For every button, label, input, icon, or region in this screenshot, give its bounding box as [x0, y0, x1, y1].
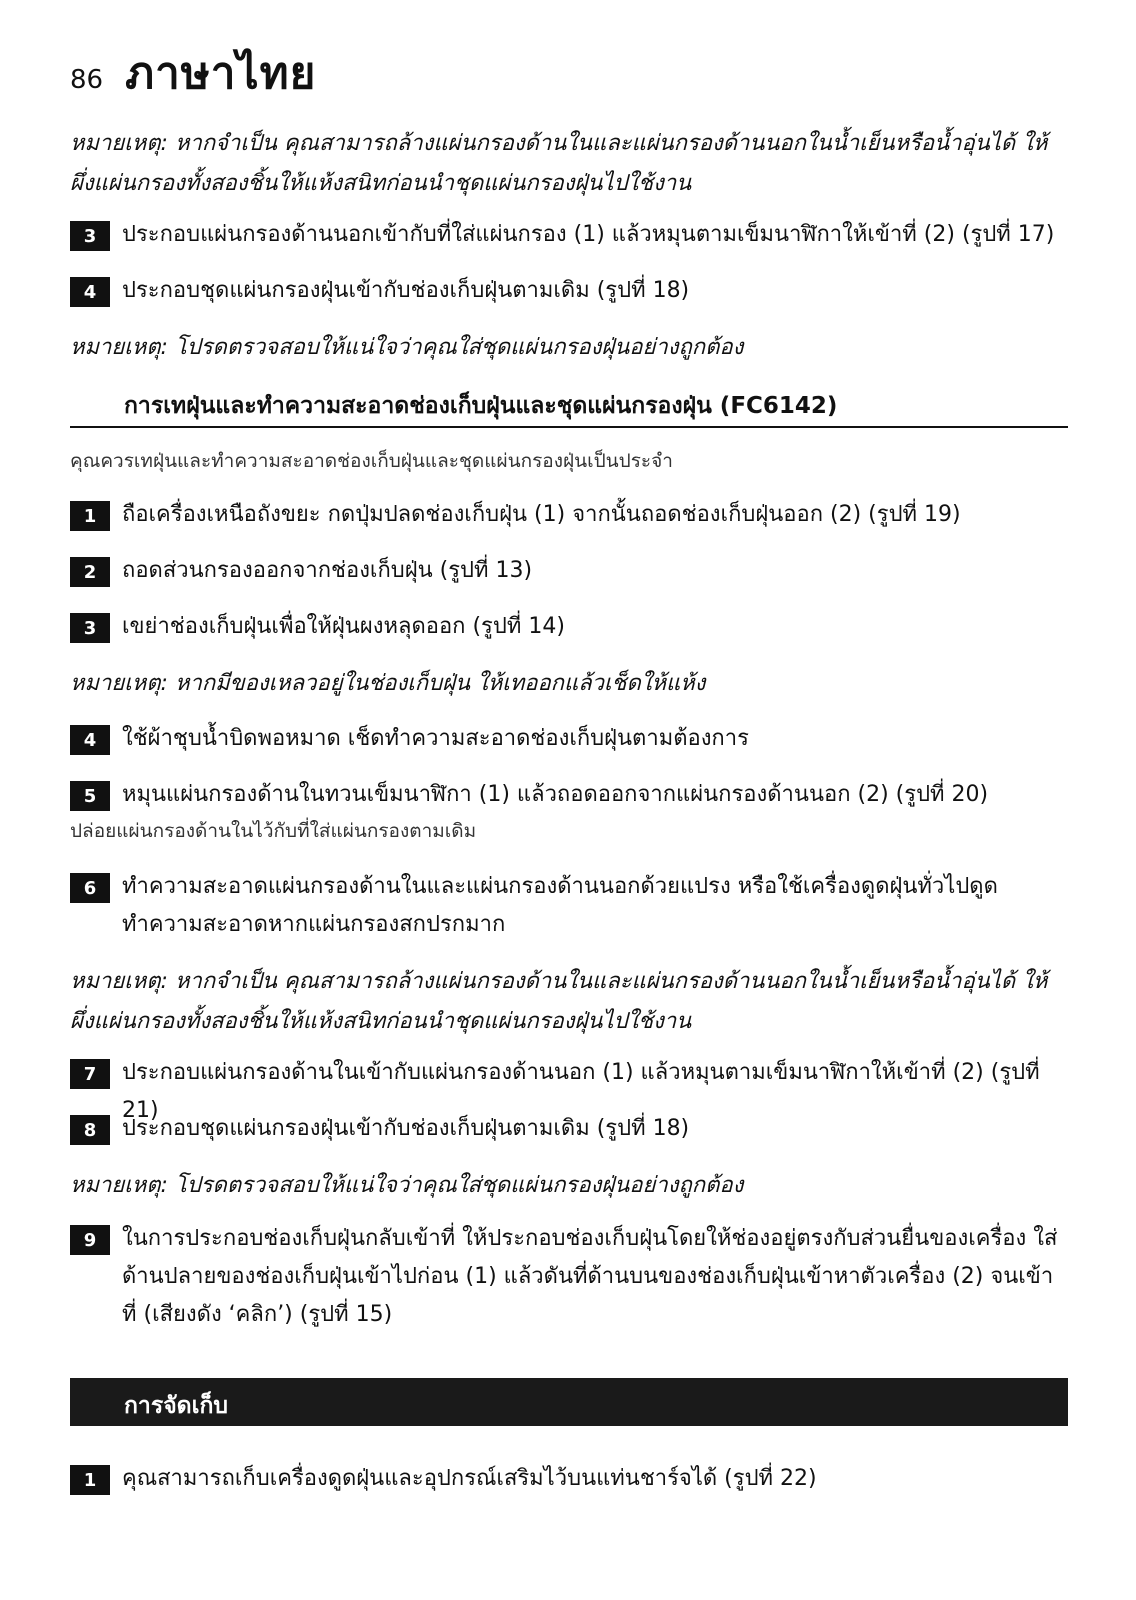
page-number: 86: [70, 65, 104, 95]
step-text: ประกอบแผ่นกรองด้านในเข้ากับแผ่นกรองด้านนอก (1) แล้วหมุนตามเข็มนาฬิกาให้เข้าที่ (2) (รูปที่ 21): [122, 1060, 1040, 1123]
step-item: [70, 1460, 1066, 1498]
step-number: 3: [70, 221, 110, 251]
page-title: ภาษาไทย: [125, 48, 317, 99]
step-number: 4: [70, 277, 110, 307]
step-item: [70, 720, 1066, 758]
step-number: 3: [70, 613, 110, 643]
step-number: 1: [70, 1465, 110, 1495]
step-text: ใช้ผ้าชุบน้ำบิดพอหมาด เช็ดทำความสะอาดช่องเก็บฝุ่นตามต้องการ: [122, 726, 749, 751]
note: หมายเหตุ: หากมีของเหลวอยู่ในช่องเก็บฝุ่น ให้เทออกแล้วเช็ดให้แห้ง: [70, 671, 706, 696]
step-number: 2: [70, 557, 110, 587]
step-item: [70, 1220, 1066, 1334]
step-number: 9: [70, 1225, 110, 1255]
page-header: [70, 38, 316, 108]
step-number: 8: [70, 1115, 110, 1145]
step-number: 1: [70, 501, 110, 531]
step-item: [70, 776, 1066, 814]
section-heading-bar: [70, 1378, 1068, 1426]
section-title: การเทฝุ่นและทำความสะอาดช่องเก็บฝุ่นและชุดแผ่นกรองฝุ่น (FC6142): [124, 393, 838, 419]
section-heading: [70, 384, 1068, 428]
section-intro: คุณควรเทฝุ่นและทำความสะอาดช่องเก็บฝุ่นและชุดแผ่นกรองฝุ่นเป็นประจำ: [70, 450, 673, 472]
step-text: ประกอบชุดแผ่นกรองฝุ่นเข้ากับช่องเก็บฝุ่นตามเดิม (รูปที่ 18): [122, 278, 690, 303]
note: หมายเหตุ: หากจำเป็น คุณสามารถล้างแผ่นกรองด้านในและแผ่นกรองด้านนอกในน้ำเย็นหรือน้ำอุ่นได้ ให้ผึ่งแผ่นกรองทั้งสองชิ้นให้แห้งสนิทก่อนนำชุดแผ่นกรองฝุ่นไปใช้งาน: [70, 131, 1048, 196]
section-title: การจัดเก็บ: [124, 1393, 228, 1419]
step-item: [70, 496, 1066, 534]
step-text: ถือเครื่องเหนือถังขยะ กดปุ่มปลดช่องเก็บฝุ่น (1) จากนั้นถอดช่องเก็บฝุ่นออก (2) (รูปที่ 19): [122, 502, 961, 527]
step-item: [70, 1110, 1066, 1148]
step-text: ในการประกอบช่องเก็บฝุ่นกลับเข้าที่ ให้ประกอบช่องเก็บฝุ่นโดยให้ช่องอยู่ตรงกับส่วนยื่นของเครื่อง ใส่ด้านปลายของช่องเก็บฝุ่นเข้าไปก่อน (1) แล้วดันที่ด้านบนของช่องเก็บฝุ่นเข้าหาตัวเครื่อง (2) จนเข้าที่ (เสียงดัง ‘คลิก’) (รูปที่ 15): [122, 1226, 1058, 1327]
step-number: 4: [70, 725, 110, 755]
step-item: [70, 608, 1066, 646]
step-number: 5: [70, 781, 110, 811]
note: หมายเหตุ: โปรดตรวจสอบให้แน่ใจว่าคุณใส่ชุดแผ่นกรองฝุ่นอย่างถูกต้อง: [70, 1173, 744, 1198]
note: หมายเหตุ: โปรดตรวจสอบให้แน่ใจว่าคุณใส่ชุดแผ่นกรองฝุ่นอย่างถูกต้อง: [70, 335, 744, 360]
step-item: [70, 216, 1066, 254]
step-text: คุณสามารถเก็บเครื่องดูดฝุ่นและอุปกรณ์เสริมไว้บนแท่นชาร์จได้ (รูปที่ 22): [122, 1466, 817, 1491]
step-text: เขย่าช่องเก็บฝุ่นเพื่อให้ฝุ่นผงหลุดออก (รูปที่ 14): [122, 614, 565, 639]
step-item: [70, 868, 1066, 944]
step-text: หมุนแผ่นกรองด้านในทวนเข็มนาฬิกา (1) แล้วถอดออกจากแผ่นกรองด้านนอก (2) (รูปที่ 20): [122, 782, 989, 807]
step-text: ประกอบแผ่นกรองด้านนอกเข้ากับที่ใส่แผ่นกรอง (1) แล้วหมุนตามเข็มนาฬิกาให้เข้าที่ (2) (รูปที่ 17): [122, 222, 1055, 247]
step-subtext: ปล่อยแผ่นกรองด้านในไว้กับที่ใส่แผ่นกรองตามเดิม: [70, 820, 477, 842]
step-number: 6: [70, 873, 110, 903]
step-text: ถอดส่วนกรองออกจากช่องเก็บฝุ่น (รูปที่ 13): [122, 558, 533, 583]
step-number: 7: [70, 1059, 110, 1089]
step-item: [70, 552, 1066, 590]
note: หมายเหตุ: หากจำเป็น คุณสามารถล้างแผ่นกรองด้านในและแผ่นกรองด้านนอกในน้ำเย็นหรือน้ำอุ่นได้ ให้ผึ่งแผ่นกรองทั้งสองชิ้นให้แห้งสนิทก่อนนำชุดแผ่นกรองฝุ่นไปใช้งาน: [70, 969, 1048, 1034]
step-text: ประกอบชุดแผ่นกรองฝุ่นเข้ากับช่องเก็บฝุ่นตามเดิม (รูปที่ 18): [122, 1116, 690, 1141]
step-item: [70, 272, 1066, 310]
step-text: ทำความสะอาดแผ่นกรองด้านในและแผ่นกรองด้านนอกด้วยแปรง หรือใช้เครื่องดูดฝุ่นทั่วไปดูดทำความสะอาดหากแผ่นกรองสกปรกมาก: [122, 874, 998, 937]
